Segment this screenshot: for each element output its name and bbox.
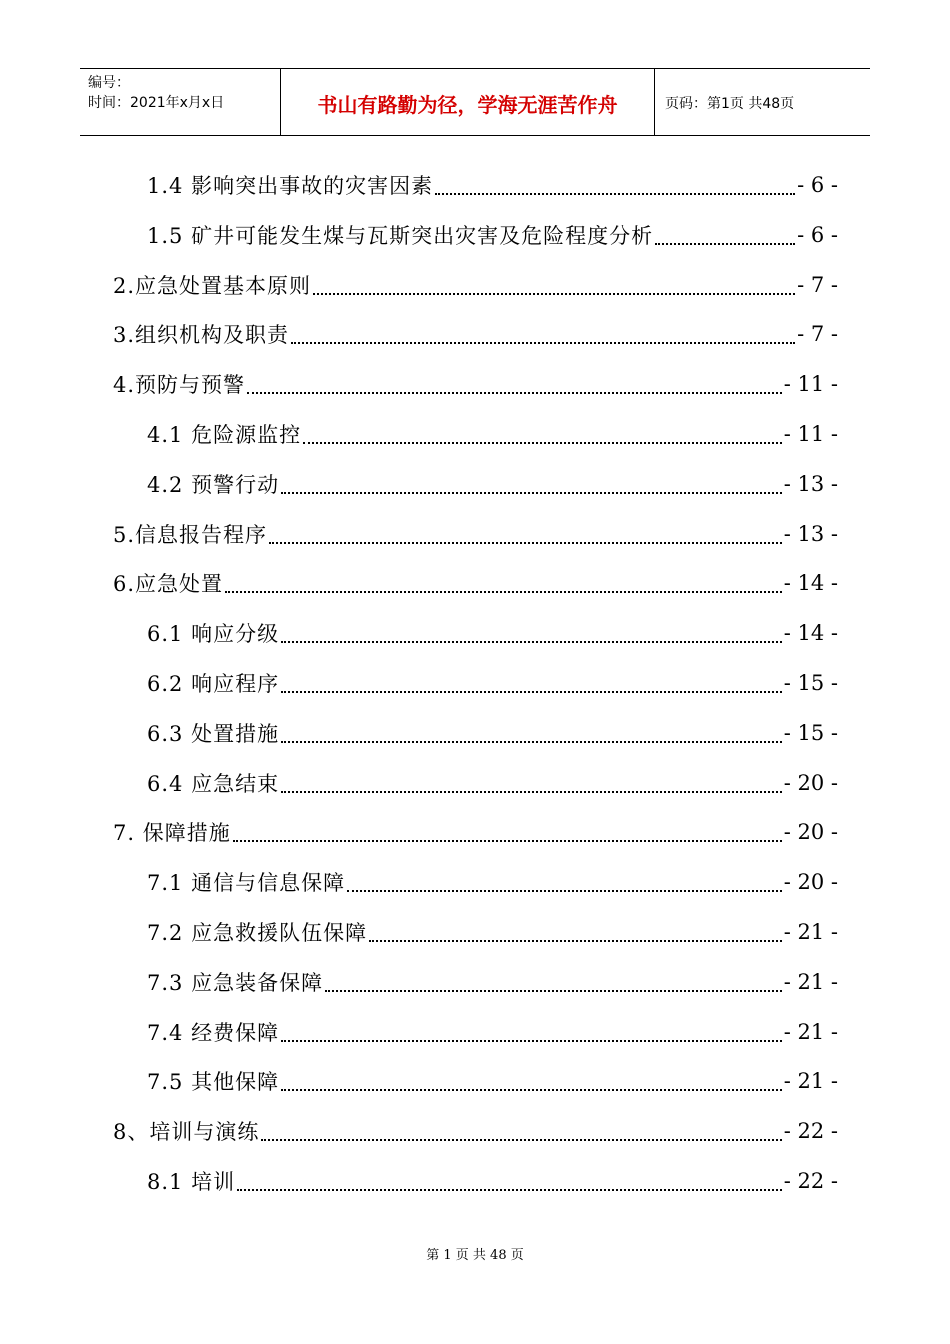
- toc-entry[interactable]: [113, 309, 838, 359]
- toc-entry-title: 7.2 应急救援队伍保障: [147, 921, 368, 945]
- toc-dot-leader: [347, 890, 782, 892]
- toc-entry-title: 8.1 培训: [147, 1170, 236, 1194]
- page-footer: 第 1 页 共 48 页: [426, 1248, 524, 1263]
- toc-entry-title: 1.5 矿井可能发生煤与瓦斯突出灾害及危险程度分析: [147, 223, 654, 248]
- toc-dot-leader: [261, 1139, 781, 1141]
- toc-entry-page: - 7 -: [797, 272, 838, 297]
- toc-entry-page: - 15 -: [783, 671, 838, 695]
- toc-entry-page: - 6 -: [797, 173, 838, 197]
- toc-entry-title: 4.1 危险源监控: [147, 423, 302, 447]
- header-page-info: 页码：第1页 共48页: [665, 96, 795, 112]
- toc-entry-page: - 11 -: [783, 422, 838, 446]
- toc-entry-title: 7.1 通信与信息保障: [147, 871, 346, 896]
- toc-dot-leader: [291, 342, 795, 344]
- toc-entry[interactable]: [147, 1156, 838, 1206]
- toc-entry-title: 4.预防与预警: [113, 373, 246, 398]
- toc-entry-page: - 13 -: [783, 471, 838, 496]
- toc-entry-title: 7.5 其他保障: [147, 1070, 280, 1095]
- toc-entry[interactable]: [113, 558, 838, 608]
- toc-entry[interactable]: [147, 1007, 838, 1057]
- toc-entry-title: 6.3 处置措施: [147, 721, 280, 746]
- toc-dot-leader: [303, 442, 782, 444]
- toc-entry[interactable]: [147, 758, 838, 808]
- toc-entry-title: 4.2 预警行动: [147, 472, 280, 497]
- toc-dot-leader: [237, 1189, 782, 1191]
- toc-entry[interactable]: [147, 907, 838, 957]
- toc-dot-leader: [281, 791, 782, 793]
- header-motto: 书山有路勤为径，学海无涯苦作舟: [281, 69, 655, 135]
- toc-entry-page: - 20 -: [783, 870, 838, 895]
- toc-entry[interactable]: [113, 509, 838, 559]
- toc-entry[interactable]: [147, 409, 838, 459]
- toc-dot-leader: [225, 591, 782, 593]
- toc-entry-title: 6.应急处置: [113, 572, 224, 597]
- toc-entry-page: - 20 -: [783, 770, 838, 795]
- toc-entry[interactable]: [147, 957, 838, 1007]
- toc-entry-page: - 22 -: [783, 1119, 838, 1144]
- header-meta: [80, 69, 281, 135]
- toc-entry-title: 6.4 应急结束: [147, 771, 280, 796]
- toc-entry[interactable]: [147, 1056, 838, 1106]
- toc-dot-leader: [281, 741, 782, 743]
- toc-dot-leader: [325, 990, 782, 992]
- toc-entry-page: - 11 -: [783, 372, 838, 397]
- toc-entry[interactable]: [113, 260, 838, 310]
- toc-entry-title: 6.1 响应分级: [147, 622, 280, 647]
- toc-entry-page: - 21 -: [783, 1069, 838, 1094]
- toc-dot-leader: [233, 840, 782, 842]
- toc-entry-page: - 20 -: [783, 820, 838, 845]
- toc-entry-title: 1.4 影响突出事故的灾害因素: [147, 174, 434, 198]
- toc-dot-leader: [281, 1040, 782, 1042]
- toc-dot-leader: [313, 293, 795, 295]
- toc-entry-page: - 6 -: [797, 222, 838, 247]
- toc-dot-leader: [247, 392, 782, 394]
- toc-entry[interactable]: [147, 459, 838, 509]
- toc-entry-title: 5.信息报告程序: [113, 522, 268, 547]
- toc-entry-title: 2.应急处置基本原则: [113, 273, 312, 298]
- toc-dot-leader: [281, 641, 782, 643]
- toc-entry-title: 6.2 响应程序: [147, 672, 280, 696]
- toc-entry-page: - 22 -: [783, 1169, 838, 1193]
- toc-entry-page: - 21 -: [783, 969, 838, 994]
- toc-entry-title: 7.3 应急装备保障: [147, 970, 324, 995]
- document-time: 时间：2021年x月x日: [88, 95, 225, 111]
- toc-entry[interactable]: [113, 807, 838, 857]
- toc-entry[interactable]: [147, 608, 838, 658]
- toc-dot-leader: [281, 492, 782, 494]
- toc-entry[interactable]: [147, 160, 838, 210]
- toc-dot-leader: [369, 940, 782, 942]
- toc-dot-leader: [269, 542, 782, 544]
- toc-entry-page: - 14 -: [783, 571, 838, 596]
- toc-entry[interactable]: [147, 658, 838, 708]
- toc-dot-leader: [281, 691, 782, 693]
- toc-entry-page: - 13 -: [783, 521, 838, 546]
- toc-entry-title: 7. 保障措施: [113, 821, 231, 846]
- toc-entry[interactable]: [147, 210, 838, 260]
- toc-dot-leader: [281, 1089, 782, 1091]
- toc-entry-title: 7.4 经费保障: [147, 1020, 280, 1045]
- toc-entry[interactable]: [147, 708, 838, 758]
- toc-entry-page: - 15 -: [783, 720, 838, 745]
- toc-entry[interactable]: [113, 359, 838, 409]
- toc-dot-leader: [655, 243, 795, 245]
- toc-entry-page: - 7 -: [797, 322, 838, 347]
- document-code: 编号：: [88, 75, 130, 91]
- toc-entry-title: 3.组织机构及职责: [113, 323, 290, 348]
- toc-entry[interactable]: [147, 857, 838, 907]
- toc-dot-leader: [435, 193, 795, 195]
- toc-entry-page: - 21 -: [783, 1019, 838, 1044]
- toc-entry-page: - 14 -: [783, 621, 838, 646]
- toc-entry-title: 8、培训与演练: [113, 1120, 260, 1145]
- toc-entry[interactable]: [113, 1106, 838, 1156]
- page-header: [80, 68, 870, 136]
- toc-entry-page: - 21 -: [783, 920, 838, 944]
